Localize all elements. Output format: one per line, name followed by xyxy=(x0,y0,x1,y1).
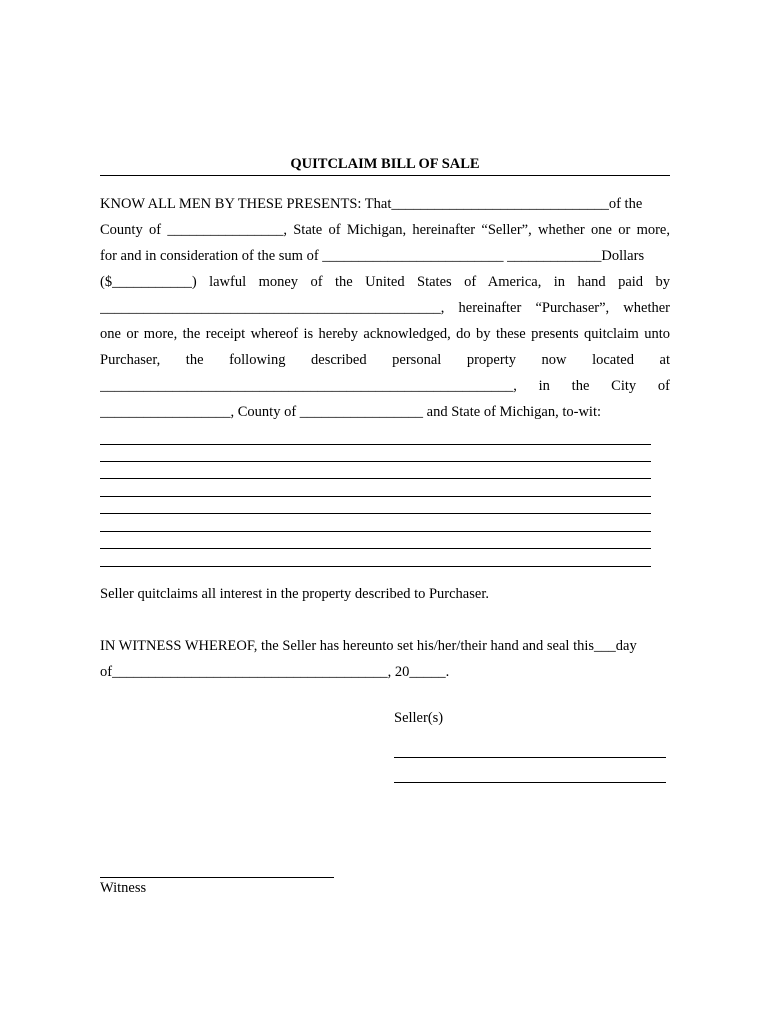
paragraph-line-1: KNOW ALL MEN BY THESE PRESENTS: That______________________________of the xyxy=(100,196,643,212)
seller-signature-line-2[interactable] xyxy=(394,782,666,783)
property-description-line-8[interactable] xyxy=(100,566,651,567)
property-description-line-5[interactable] xyxy=(100,513,651,514)
paragraph-line-7: Purchaser, the following described personal property now located at xyxy=(100,352,670,368)
paragraph-line-8: _________________________________________________________, in the City of xyxy=(100,378,670,394)
property-description-line-3[interactable] xyxy=(100,478,651,479)
paragraph-line-5: _______________________________________________, hereinafter “Purchaser”, whether xyxy=(100,300,670,316)
paragraph-line-9: __________________, County of _________________ and State of Michigan, to-wit: xyxy=(100,404,602,420)
paragraph-line-2: County of ________________, State of Michigan, hereinafter “Seller”, whether one or more, xyxy=(100,222,670,238)
property-description-line-2[interactable] xyxy=(100,461,651,462)
property-description-line-7[interactable] xyxy=(100,548,651,549)
witness-clause-line-1: IN WITNESS WHEREOF, the Seller has hereunto set his/her/their hand and seal this___day xyxy=(100,638,637,654)
witness-signature-line[interactable] xyxy=(100,877,334,878)
paragraph-line-3: for and in consideration of the sum of _________________________ _____________Dollars xyxy=(100,248,645,264)
paragraph-line-4: ($___________) lawful money of the United States of America, in hand paid by xyxy=(100,274,670,290)
title-underline xyxy=(100,175,670,176)
document-title: QUITCLAIM BILL OF SALE xyxy=(290,156,480,172)
property-description-line-6[interactable] xyxy=(100,531,651,532)
property-description-line-1[interactable] xyxy=(100,444,651,445)
paragraph-line-6: one or more, the receipt whereof is hereby acknowledged, do by these presents quitclaim unto xyxy=(100,326,670,342)
seller-signature-line-1[interactable] xyxy=(394,757,666,758)
witness-clause-line-2: of______________________________________, 20_____. xyxy=(100,664,450,680)
seller-label: Seller(s) xyxy=(394,710,444,726)
quitclaim-statement: Seller quitclaims all interest in the property described to Purchaser. xyxy=(100,586,489,602)
property-description-line-4[interactable] xyxy=(100,496,651,497)
witness-label: Witness xyxy=(100,880,147,896)
